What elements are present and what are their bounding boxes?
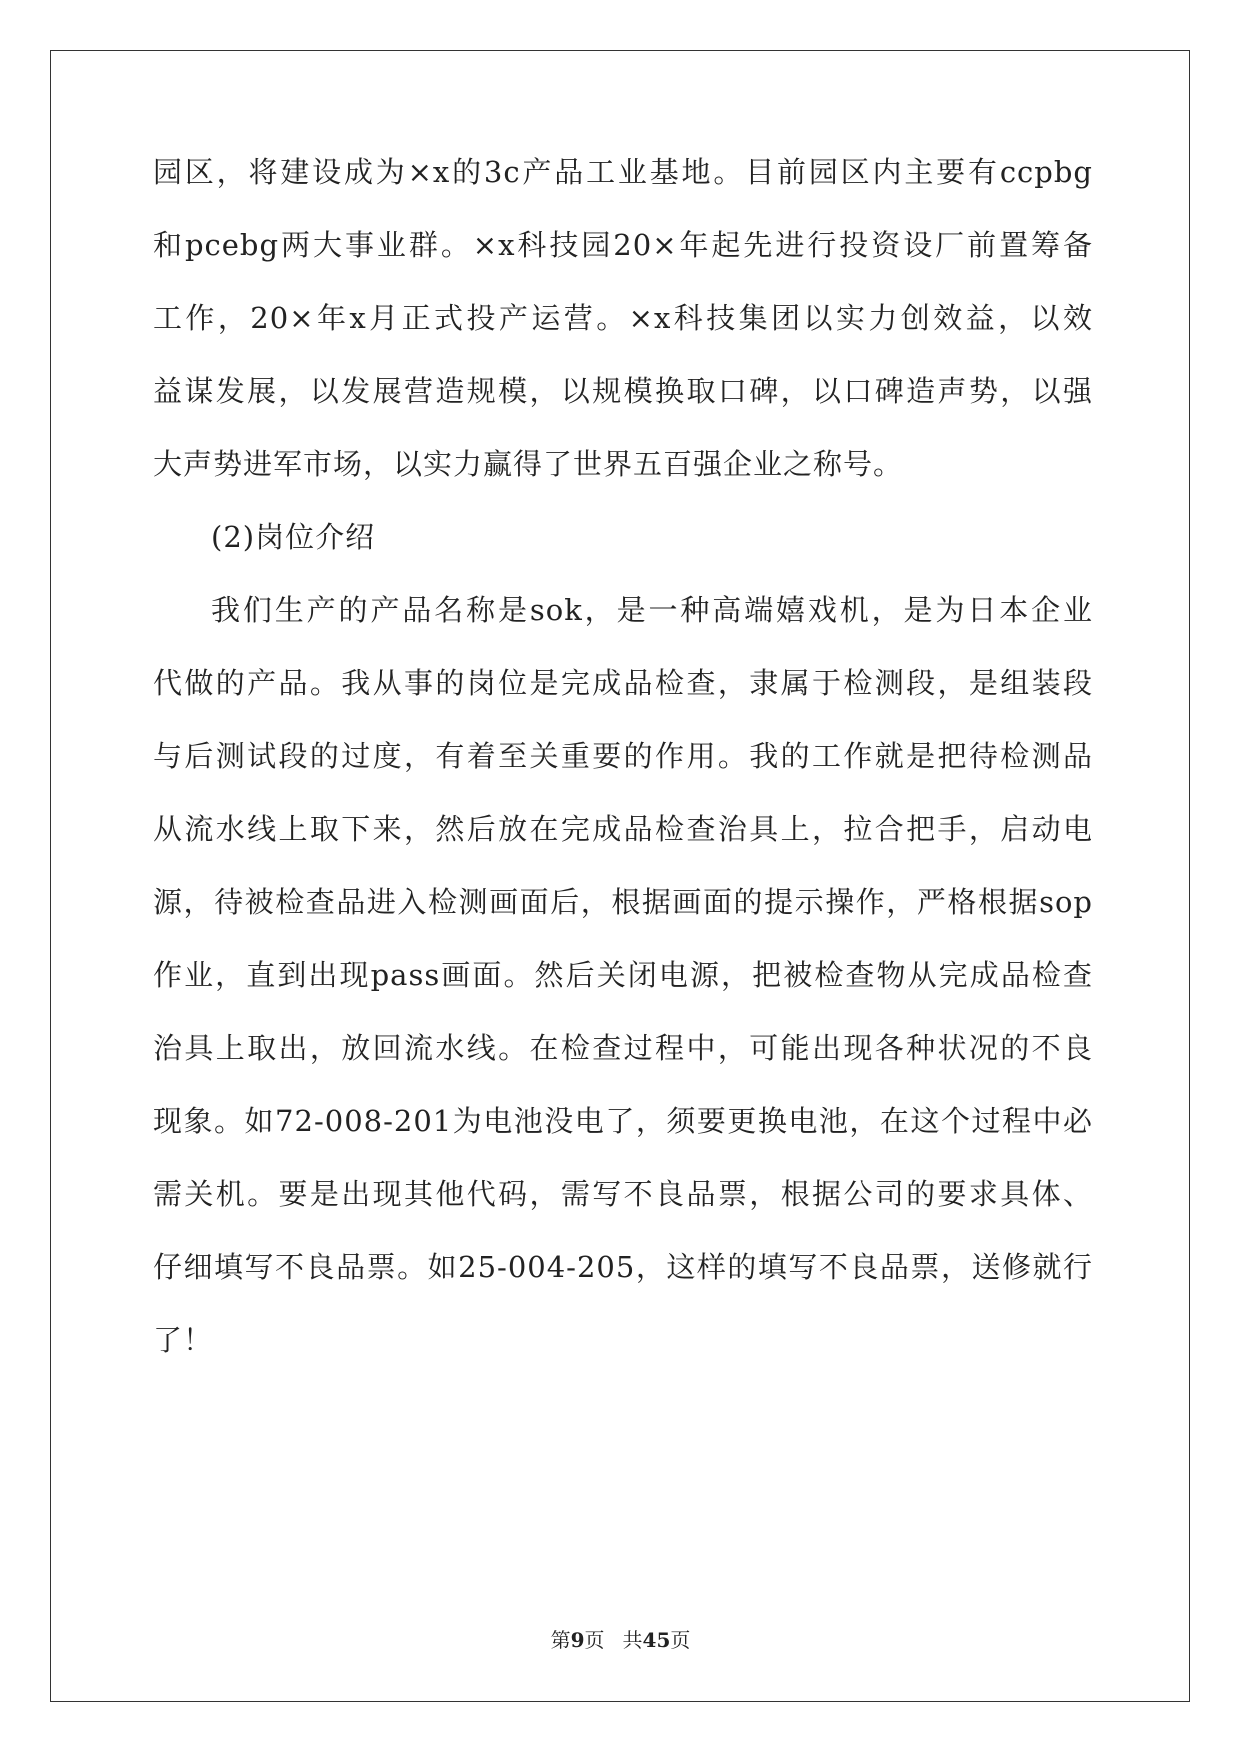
- page-footer: [0, 1626, 1241, 1654]
- paragraph-line: 益谋发展，以发展营造规模，以规模换取口碑，以口碑造声势，以强: [153, 374, 1093, 408]
- paragraph-line: 需关机。要是出现其他代码，需写不良品票，根据公司的要求具体、: [153, 1177, 1093, 1211]
- section-heading: (2)岗位介绍: [211, 520, 376, 554]
- total-suffix: 页: [670, 1628, 691, 1652]
- paragraph-line: 工作，20×年x月正式投产运营。×x科技集团以实力创效益，以效: [153, 301, 1093, 335]
- paragraph-line: 了！: [153, 1323, 214, 1357]
- paragraph-line: 与后测试段的过度，有着至关重要的作用。我的工作就是把待检测品: [153, 739, 1093, 773]
- paragraph-line: 仔细填写不良品票。如25-004-205，这样的填写不良品票，送修就行: [153, 1250, 1093, 1284]
- page-prefix: 第: [550, 1628, 571, 1652]
- page-number: 9: [570, 1628, 585, 1652]
- paragraph-line: 园区，将建设成为×x的3c产品工业基地。目前园区内主要有ccpbg: [153, 155, 1093, 189]
- paragraph-line: 现象。如72-008-201为电池没电了，须要更换电池，在这个过程中必: [153, 1104, 1093, 1138]
- paragraph-line: 治具上取出，放回流水线。在检查过程中，可能出现各种状况的不良: [153, 1031, 1093, 1065]
- paragraph-line: 源，待被检查品进入检测画面后，根据画面的提示操作，严格根据sop: [153, 885, 1093, 919]
- total-prefix: 共: [622, 1628, 643, 1652]
- page-suffix: 页: [584, 1628, 605, 1652]
- paragraph-line: 我们生产的产品名称是sok，是一种高端嬉戏机，是为日本企业: [211, 593, 1093, 627]
- total-pages: 45: [642, 1628, 671, 1652]
- paragraph-line: 大声势进军市场，以实力赢得了世界五百强企业之称号。: [153, 447, 904, 481]
- paragraph-line: 代做的产品。我从事的岗位是完成品检查，隶属于检测段，是组装段: [153, 666, 1093, 700]
- paragraph-line: 从流水线上取下来，然后放在完成品检查治具上，拉合把手，启动电: [153, 812, 1093, 846]
- paragraph-line: 作业，直到出现pass画面。然后关闭电源，把被检查物从完成品检查: [153, 958, 1093, 992]
- paragraph-line: 和pcebg两大事业群。×x科技园20×年起先进行投资设厂前置筹备: [153, 228, 1093, 262]
